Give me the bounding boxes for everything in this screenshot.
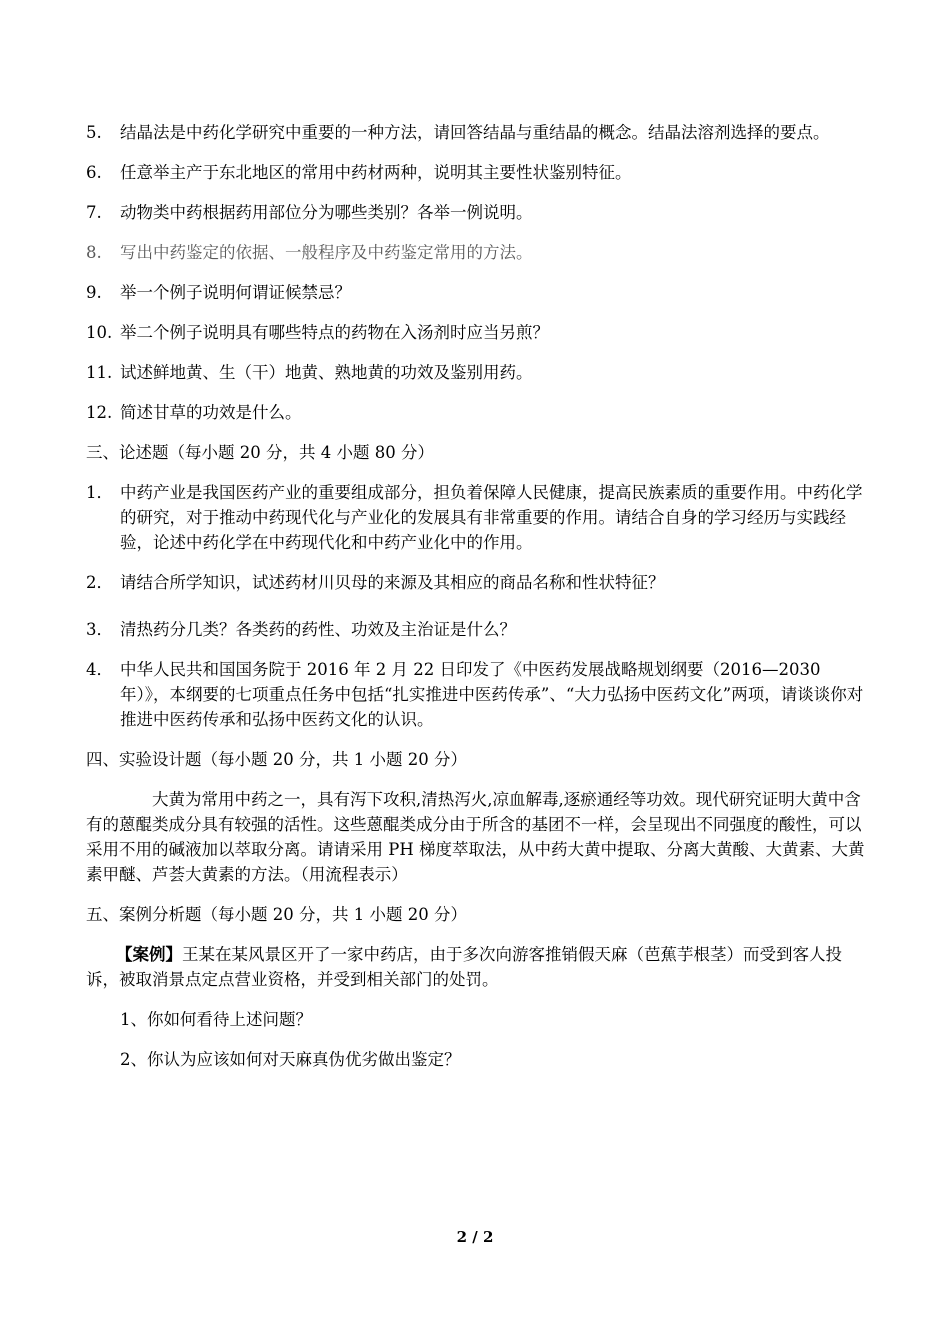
essay-question-3 (86, 617, 871, 642)
question-number: 7. (86, 203, 102, 222)
case-text: 王某在某风景区开了一家中药店，由于多次向游客推销假天麻（芭蕉芋根茎）而受到客人投诉，被取消景点定点营业资格，并受到相关部门的处罚。 (86, 945, 842, 989)
question-text: 结晶法是中药化学研究中重要的一种方法，请回答结晶与重结晶的概念。结晶法溶剂选择的要点。 (120, 123, 830, 142)
question-text: 举一个例子说明何谓证候禁忌？ (120, 283, 351, 302)
question-number: 2． (86, 573, 113, 592)
question-number: 12. (86, 403, 113, 422)
question-number: 8. (86, 243, 102, 262)
case-question-2: 2、你认为应该如何对天麻真伪优劣做出鉴定？ (120, 1050, 461, 1069)
question-number: 11. (86, 363, 113, 382)
question-text: 写出中药鉴定的依据、一般程序及中药鉴定常用的方法。 (120, 243, 533, 262)
question-number: 6. (86, 163, 102, 182)
question-number: 1． (86, 483, 113, 502)
case-paragraph (86, 942, 871, 992)
question-number: 4． (86, 660, 113, 679)
essay-question-4 (86, 657, 871, 732)
question-text: 简述甘草的功效是什么。 (120, 403, 302, 422)
question-11 (86, 360, 871, 385)
question-text: 中药产业是我国医药产业的重要组成部分，担负着保障人民健康，提高民族素质的重要作用。中药化学的研究，对于推动中药现代化与产业化的发展具有非常重要的作用。请结合自身的学习经历与实践经验，论述中药化学在中药现代化和中药产业化中的作用。 (120, 483, 863, 552)
question-text: 任意举主产于东北地区的常用中药材两种，说明其主要性状鉴别特征。 (120, 163, 632, 182)
question-9 (86, 280, 871, 305)
question-text: 清热药分几类？各类药的药性、功效及主治证是什么？ (120, 620, 516, 639)
case-label: 【案例】 (116, 945, 182, 964)
page-number: 2 / 2 (456, 1228, 494, 1246)
section-3-title: 三、论述题（每小题 20 分，共 4 小题 80 分） (86, 443, 434, 462)
question-6 (86, 160, 871, 185)
question-7 (86, 200, 871, 225)
question-5 (86, 120, 871, 145)
exam-content (86, 120, 871, 1072)
experiment-paragraph: 大黄为常用中药之一，具有泻下攻积,清热泻火,凉血解毒,逐瘀通经等功效。现代研究证明大黄中含有的蒽醌类成分具有较强的活性。这些蒽醌类成分由于所含的基团不一样，会呈现出不同强度的酸性，可以采用不用的碱液加以萃取分离。请请采用 PH 梯度萃取法，从中药大黄中提取、分离大黄酸、大黄素、大黄素甲醚、芦荟大黄素的方法。（用流程表示） (86, 790, 865, 884)
question-number: 9. (86, 283, 102, 302)
question-text: 请结合所学知识，试述药材川贝母的来源及其相应的商品名称和性状特征？ (120, 573, 665, 592)
question-text: 中华人民共和国国务院于 2016 年 2 月 22 日印发了《中医药发展战略规划纲要（2016—2030 年）》，本纲要的七项重点任务中包括“扎实推进中医药传承”、“大力弘扬中医药文化”两项，请谈谈你对推进中医药传承和弘扬中医药文化的认识。 (120, 660, 864, 729)
section-4-title: 四、实验设计题（每小题 20 分，共 1 小题 20 分） (86, 750, 467, 769)
section-5-title: 五、案例分析题（每小题 20 分，共 1 小题 20 分） (86, 905, 467, 924)
question-8 (86, 240, 871, 265)
essay-question-2 (86, 570, 871, 595)
question-number: 3． (86, 620, 113, 639)
case-question-1: 1、你如何看待上述问题？ (120, 1010, 312, 1029)
question-text: 动物类中药根据药用部位分为哪些类别？各举一例说明。 (120, 203, 533, 222)
question-10 (86, 320, 871, 345)
question-text: 试述鲜地黄、生（干）地黄、熟地黄的功效及鉴别用药。 (120, 363, 533, 382)
question-text: 举二个例子说明具有哪些特点的药物在入汤剂时应当另煎？ (120, 323, 549, 342)
essay-question-1 (86, 480, 871, 555)
question-12 (86, 400, 871, 425)
question-number: 10. (86, 323, 113, 342)
question-number: 5. (86, 123, 102, 142)
